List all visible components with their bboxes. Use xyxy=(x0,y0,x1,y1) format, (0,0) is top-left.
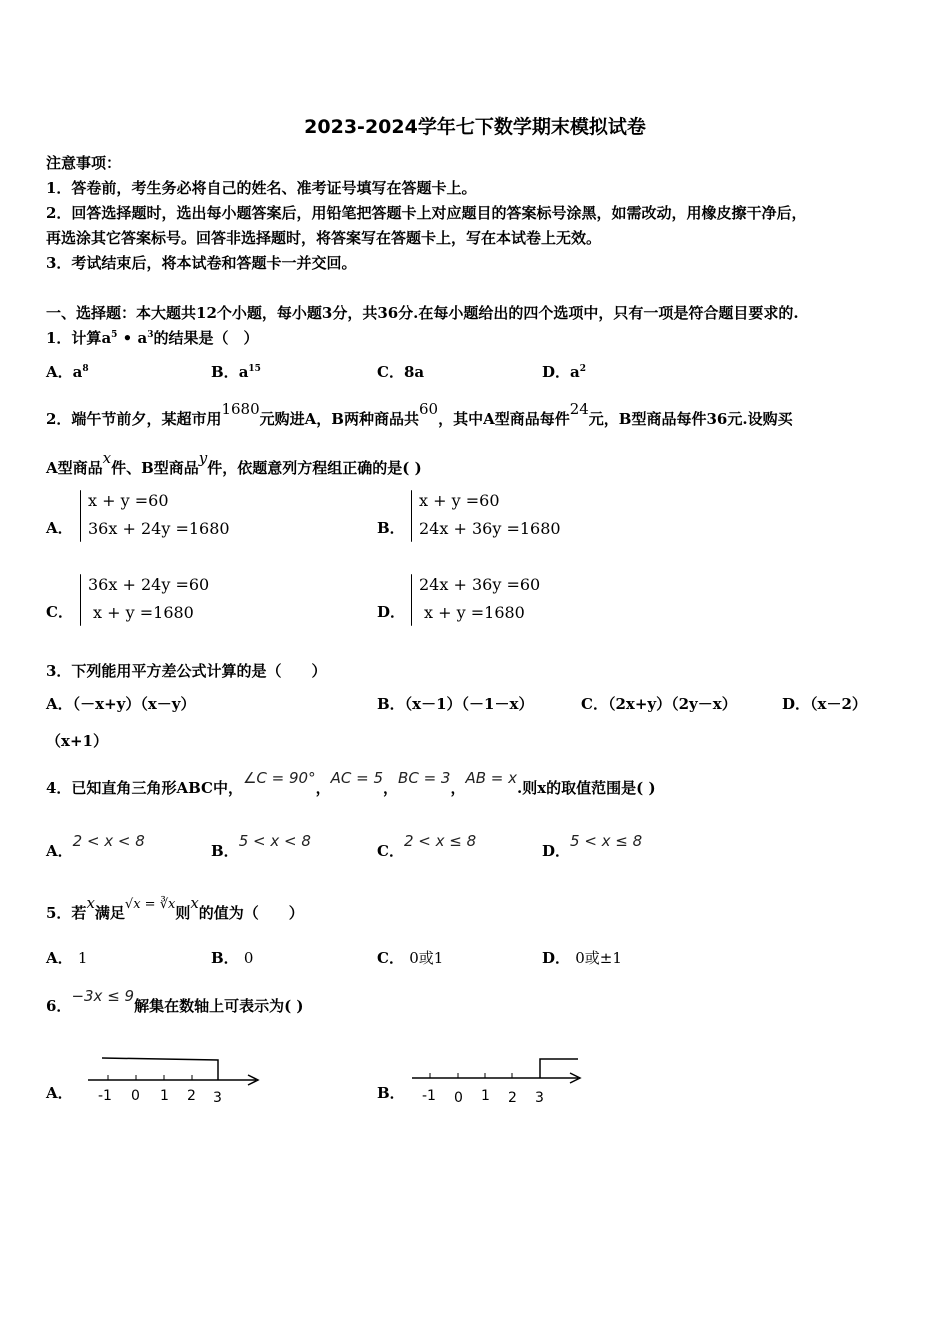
question-2-stem: 2．端午节前夕，某超市用1680元购进A，B两种商品共60，其中A型商品每件24元，B型商品每件36元.设购买 xyxy=(46,400,793,428)
q2-option-b-letter: B． xyxy=(377,519,405,537)
question-6-stem: 6．−3x ≤ 9解集在数轴上可表示为( ) xyxy=(46,987,304,1015)
q4-option-b: B．5 < x < 8 xyxy=(211,832,311,860)
q3-option-d: D．（x－2） xyxy=(782,695,867,713)
tick-label: 1 xyxy=(481,1088,490,1104)
q6-option-b-letter: B． xyxy=(377,1084,405,1102)
q1-option-c: C．8a xyxy=(377,363,425,381)
page-title: 2023-2024学年七下数学期末模拟试卷 xyxy=(304,116,646,138)
q2-option-c-letter: C． xyxy=(46,603,73,621)
tick-label: 3 xyxy=(535,1090,544,1106)
notice-item-3: 3．考试结束后，将本试卷和答题卡一并交回。 xyxy=(46,254,357,272)
q4-option-d: D．5 < x ≤ 8 xyxy=(542,832,643,860)
tick-label: 0 xyxy=(131,1088,140,1104)
notice-item-2: 2．回答选择题时，选出每小题答案后，用铅笔把答题卡上对应题目的答案标号涂黑，如需改动，用橡皮擦干净后， xyxy=(46,204,807,222)
tick-label: 3 xyxy=(213,1090,222,1106)
question-4-stem: 4．已知直角三角形ABC中，∠C = 90°，AC = 5，BC = 3，AB = x.则x的取值范围是( ) xyxy=(46,769,656,797)
notice-item-2-cont: 再选涂其它答案标号。回答非选择题时，将答案写在答题卡上，写在本试卷上无效。 xyxy=(46,229,602,247)
q6-option-a-number-line xyxy=(84,1050,269,1110)
q3-option-c: C．（2x+y）（2y－x） xyxy=(581,695,737,713)
q2-option-d-eq2: x + y =1680 xyxy=(424,603,525,622)
q2-option-c-eq2: x + y =1680 xyxy=(93,603,194,622)
tick-label: 2 xyxy=(187,1088,196,1104)
q2-option-d-eq1: 24x + 36y =60 xyxy=(419,575,541,594)
q5-option-d: D． 0或±1 xyxy=(542,949,622,967)
q5-option-a: A． 1 xyxy=(46,949,88,967)
q3-option-a: A．（－x+y）（x－y） xyxy=(46,695,196,713)
q5-option-b: B． 0 xyxy=(211,949,254,967)
tick-label: 0 xyxy=(454,1090,463,1106)
tick-label: 2 xyxy=(508,1090,517,1106)
q1-option-b: B．$a^{15}$ xyxy=(211,363,261,381)
q2-option-b-eq1: x + y =60 xyxy=(419,491,500,510)
tick-label: -1 xyxy=(422,1088,436,1104)
q6-option-a-letter: A． xyxy=(46,1084,73,1102)
q2-option-a-letter: A． xyxy=(46,519,73,537)
tick-label: 1 xyxy=(160,1088,169,1104)
q2-option-a-eq2: 36x + 24y =1680 xyxy=(88,519,230,538)
q2-option-b-eq2: 24x + 36y =1680 xyxy=(419,519,561,538)
notice-item-1: 1．答卷前，考生务必将自己的姓名、准考证号填写在答题卡上。 xyxy=(46,179,477,197)
question-1-stem: 1．计算$a^5$ • $a^3$的结果是（ ） xyxy=(46,329,259,347)
q5-option-c: C． 0或1 xyxy=(377,949,444,967)
section-heading: 一、选择题：本大题共12个小题，每小题3分，共36分.在每小题给出的四个选项中，只有一项是符合题目要求的. xyxy=(46,304,799,322)
question-5-stem: 5．若x满足√x = ∛x则x的值为（ ） xyxy=(46,894,304,922)
q3-option-b: B．（x－1）（－1－x） xyxy=(377,695,534,713)
tick-label: -1 xyxy=(98,1088,112,1104)
q4-option-c: C．2 < x ≤ 8 xyxy=(377,832,477,860)
notice-heading: 注意事项： xyxy=(46,154,122,172)
q2-option-c-eq1: 36x + 24y =60 xyxy=(88,575,210,594)
q4-option-a: A．2 < x < 8 xyxy=(46,832,145,860)
q2-option-a-eq1: x + y =60 xyxy=(88,491,169,510)
q3-option-d-cont: （x+1） xyxy=(46,732,108,750)
q1-option-a: A．$a^8$ xyxy=(46,363,89,381)
q2-option-d-letter: D． xyxy=(377,603,406,621)
q1-option-d: D．$a^2$ xyxy=(542,363,587,381)
question-2-stem-cont: A型商品x件、B型商品y件，依题意列方程组正确的是( ) xyxy=(46,449,422,477)
question-3-stem: 3．下列能用平方差公式计算的是（ ） xyxy=(46,662,327,680)
q6-option-b-number-line xyxy=(408,1050,593,1110)
